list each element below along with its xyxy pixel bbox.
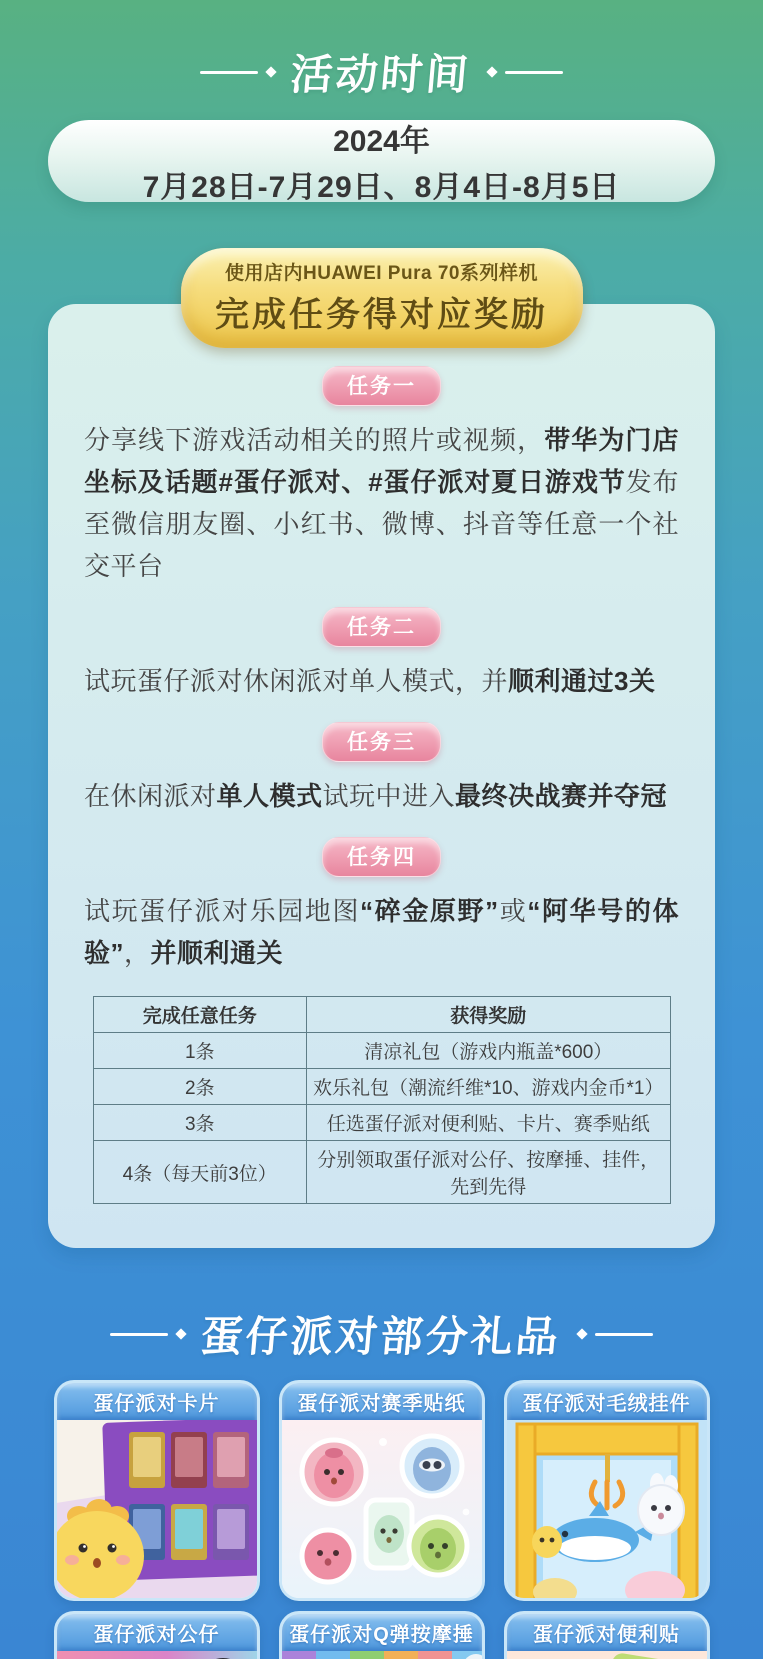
decor-diamond-icon [176, 1328, 187, 1339]
reward-badge [181, 248, 583, 348]
date-box [48, 120, 715, 202]
reward-table [93, 996, 671, 1204]
gift-card-title-band [57, 1383, 257, 1420]
gift-image-season-stickers [282, 1420, 482, 1600]
task-text-segment: 试玩蛋仔派对乐园地图 [84, 896, 361, 926]
gift-grid [0, 1364, 763, 1659]
reward-table-cell: 3条 [93, 1105, 306, 1141]
gift-image-claw-machine [507, 1420, 707, 1600]
decor-diamond-icon [576, 1328, 587, 1339]
reward-table-header-row [93, 997, 670, 1033]
task-text-segment: “碎金原野” [360, 896, 499, 926]
decor-line-icon [505, 71, 563, 74]
task-block [84, 366, 679, 587]
task-text-segment: 并顺利通关 [150, 938, 284, 968]
task-description [84, 660, 679, 702]
reward-table-row [93, 1069, 670, 1105]
reward-table-header: 获得奖励 [306, 997, 670, 1033]
decor-left [200, 68, 275, 76]
task-text-segment: 最终决战赛并夺冠 [455, 781, 668, 811]
reward-table-row [93, 1033, 670, 1069]
reward-table-cell: 2条 [93, 1069, 306, 1105]
gift-image-massage-hammers [282, 1651, 482, 1659]
task-block [84, 837, 679, 974]
stickers-illustration [282, 1420, 482, 1600]
gift-card-plush-pendants [504, 1380, 710, 1601]
task-text-segment: 或 [498, 896, 528, 926]
task-badge: 任务三 [322, 722, 441, 762]
gift-card-label: 蛋仔派对Q弹按摩捶 [289, 1624, 474, 1646]
reward-table-header: 完成任意任务 [93, 997, 306, 1033]
reward-title: 完成任务得对应奖励 [215, 296, 548, 334]
reward-table-cell: 欢乐礼包（潮流纤维*10、游戏内金币*1） [306, 1069, 670, 1105]
task-text-segment: ， [124, 938, 151, 968]
gift-card-label: 蛋仔派对卡片 [93, 1393, 220, 1415]
decor-diamond-icon [486, 66, 497, 77]
gift-image-sticky-notes [507, 1651, 707, 1659]
gift-card-label: 蛋仔派对毛绒挂件 [522, 1393, 691, 1415]
trading-cards-illustration [57, 1420, 257, 1600]
gifts-title: 蛋仔派对部分礼品 [199, 1313, 564, 1360]
gift-card-title-band [57, 1614, 257, 1651]
reward-table-row [93, 1141, 670, 1204]
task-text-segment: 发布至微信朋友圈、小红书、微博、抖音等任意一个社交平台 [84, 467, 679, 581]
task-text-segment: “阿华号的体验” [84, 896, 679, 968]
gift-card-label: 蛋仔派对赛季贴纸 [297, 1393, 466, 1415]
gift-card-sticky-notes [504, 1611, 710, 1659]
decor-right [578, 1330, 653, 1338]
gifts-heading [0, 1248, 763, 1364]
decor-right [488, 68, 563, 76]
task-block [84, 607, 679, 702]
gift-card-stickers [279, 1380, 485, 1601]
reward-table-cell: 4条（每天前3位） [93, 1141, 306, 1204]
task-text-segment: 分享线下游戏活动相关的照片或视频， [84, 425, 545, 455]
task-text-segment: 带华为门店坐标及话题#蛋仔派对、#蛋仔派对夏日游戏节 [84, 425, 679, 497]
reward-table-cell: 1条 [93, 1033, 306, 1069]
decor-line-icon [200, 71, 258, 74]
gift-card-title-band [507, 1614, 707, 1651]
claw-machine-illustration [507, 1420, 707, 1600]
decor-diamond-icon [266, 66, 277, 77]
sticky-notes-illustration [507, 1651, 707, 1659]
massage-hammers-illustration [282, 1651, 482, 1659]
task-description [84, 419, 679, 587]
event-year: 2024年 [333, 125, 430, 158]
reward-table-body [93, 1033, 670, 1204]
device-note: 使用店内HUAWEI Pura 70系列样机 [225, 263, 538, 284]
task-badge: 任务二 [322, 607, 441, 647]
task-text-segment: 试玩蛋仔派对休闲派对单人模式，并 [84, 666, 509, 696]
gift-card-title-band [507, 1383, 707, 1420]
reward-table-cell: 任选蛋仔派对便利贴、卡片、赛季贴纸 [306, 1105, 670, 1141]
reward-table-cell: 清凉礼包（游戏内瓶盖*600） [306, 1033, 670, 1069]
reward-table-row [93, 1105, 670, 1141]
event-dates: 7月28日-7月29日、8月4日-8月5日 [142, 171, 621, 204]
reward-card [48, 304, 715, 1248]
task-text-segment: 试玩中进入 [322, 781, 456, 811]
task-text-segment: 顺利通过3关 [508, 666, 656, 696]
gift-image-plush-dolls [57, 1651, 257, 1659]
activity-time-heading [0, 0, 763, 102]
gift-image-trading-cards [57, 1420, 257, 1600]
task-description [84, 775, 679, 817]
reward-table-cell: 分别领取蛋仔派对公仔、按摩捶、挂件，先到先得 [306, 1141, 670, 1204]
decor-left [110, 1330, 185, 1338]
task-badge: 任务一 [322, 366, 441, 406]
plush-dolls-illustration [57, 1651, 257, 1659]
activity-time-title: 活动时间 [289, 51, 474, 98]
decor-line-icon [110, 1333, 168, 1336]
task-badge: 任务四 [322, 837, 441, 877]
gift-card-title-band [282, 1383, 482, 1420]
gift-card-cards [54, 1380, 260, 1601]
task-block [84, 722, 679, 817]
gift-card-label: 蛋仔派对便利贴 [533, 1624, 680, 1646]
gift-card-title-band [282, 1614, 482, 1651]
decor-line-icon [595, 1333, 653, 1336]
gift-card-label: 蛋仔派对公仔 [93, 1624, 220, 1646]
gift-card-dolls [54, 1611, 260, 1659]
task-text-segment: 在休闲派对 [84, 781, 217, 811]
task-text-segment: 单人模式 [216, 781, 323, 811]
gift-card-massage-hammers [279, 1611, 485, 1659]
task-description [84, 890, 679, 974]
